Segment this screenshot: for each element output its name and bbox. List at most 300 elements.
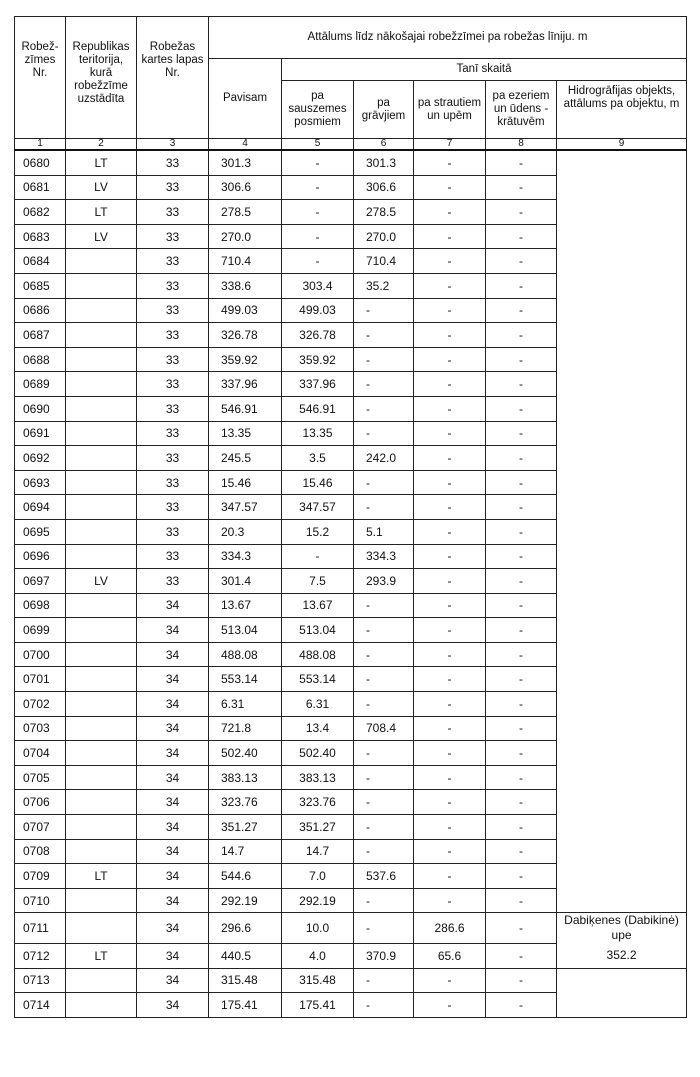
lake-distance-cell: -: [486, 993, 557, 1018]
marker-number-cell: 0680: [15, 150, 66, 175]
lake-distance-cell: -: [486, 913, 557, 944]
land-distance-cell: 499.03: [282, 298, 354, 323]
stream-distance-cell: -: [414, 372, 486, 397]
total-distance-cell: 175.41: [209, 993, 282, 1018]
map-sheet-cell: 33: [137, 249, 209, 274]
republic-cell: LT: [66, 864, 137, 889]
lake-distance-cell: -: [486, 249, 557, 274]
lake-distance-cell: -: [486, 544, 557, 569]
marker-number-cell: 0688: [15, 347, 66, 372]
total-distance-cell: 359.92: [209, 347, 282, 372]
ditch-distance-cell: -: [354, 839, 414, 864]
republic-cell: LV: [66, 175, 137, 200]
republic-cell: [66, 347, 137, 372]
marker-number-cell: 0697: [15, 569, 66, 594]
lake-distance-cell: -: [486, 372, 557, 397]
map-sheet-cell: 33: [137, 273, 209, 298]
table-row: [15, 943, 687, 968]
land-distance-cell: -: [282, 544, 354, 569]
land-distance-cell: 315.48: [282, 968, 354, 993]
lake-distance-cell: -: [486, 943, 557, 968]
map-sheet-cell: 33: [137, 519, 209, 544]
hydro-object-distance: 352.2: [557, 943, 687, 968]
land-distance-cell: 292.19: [282, 888, 354, 913]
map-sheet-cell: 33: [137, 446, 209, 471]
stream-distance-cell: -: [414, 864, 486, 889]
land-distance-cell: 513.04: [282, 618, 354, 643]
marker-number-cell: 0708: [15, 839, 66, 864]
column-number: 3: [137, 139, 209, 151]
lake-distance-cell: -: [486, 150, 557, 175]
table-row: [15, 968, 687, 993]
stream-distance-cell: -: [414, 618, 486, 643]
boundary-marker-document: [14, 16, 686, 1018]
republic-cell: LT: [66, 150, 137, 175]
map-sheet-cell: 33: [137, 495, 209, 520]
stream-distance-cell: -: [414, 273, 486, 298]
total-distance-cell: 245.5: [209, 446, 282, 471]
map-sheet-cell: 34: [137, 888, 209, 913]
stream-distance-cell: -: [414, 888, 486, 913]
lake-distance-cell: -: [486, 396, 557, 421]
republic-cell: [66, 495, 137, 520]
total-distance-cell: 292.19: [209, 888, 282, 913]
map-sheet-cell: 33: [137, 323, 209, 348]
total-distance-cell: 544.6: [209, 864, 282, 889]
stream-distance-cell: -: [414, 692, 486, 717]
land-distance-cell: 337.96: [282, 372, 354, 397]
column-number-row: [15, 139, 687, 151]
map-sheet-cell: 33: [137, 150, 209, 175]
map-sheet-cell: 33: [137, 421, 209, 446]
marker-number-cell: 0704: [15, 741, 66, 766]
lake-distance-cell: -: [486, 618, 557, 643]
ditch-distance-cell: -: [354, 667, 414, 692]
ditch-distance-cell: -: [354, 618, 414, 643]
lake-distance-cell: -: [486, 642, 557, 667]
ditch-distance-cell: -: [354, 692, 414, 717]
republic-cell: [66, 839, 137, 864]
marker-number-cell: 0698: [15, 593, 66, 618]
lake-distance-cell: -: [486, 495, 557, 520]
ditch-distance-cell: -: [354, 323, 414, 348]
land-distance-cell: 488.08: [282, 642, 354, 667]
lake-distance-cell: -: [486, 716, 557, 741]
lake-distance-cell: -: [486, 765, 557, 790]
marker-number-cell: 0712: [15, 943, 66, 968]
marker-number-cell: 0681: [15, 175, 66, 200]
land-distance-cell: 326.78: [282, 323, 354, 348]
column-number: 1: [15, 139, 66, 151]
republic-cell: [66, 888, 137, 913]
table-header: [15, 17, 687, 151]
marker-number-cell: 0711: [15, 913, 66, 944]
republic-cell: [66, 667, 137, 692]
header-land-sections: pa sauszemes posmiem: [282, 81, 354, 139]
lake-distance-cell: -: [486, 224, 557, 249]
ditch-distance-cell: 370.9: [354, 943, 414, 968]
stream-distance-cell: -: [414, 790, 486, 815]
map-sheet-cell: 34: [137, 790, 209, 815]
ditch-distance-cell: -: [354, 347, 414, 372]
table-body: [15, 150, 687, 1017]
header-marker-number: Robež-zīmes Nr.: [15, 17, 66, 139]
map-sheet-cell: 34: [137, 741, 209, 766]
land-distance-cell: 13.67: [282, 593, 354, 618]
stream-distance-cell: -: [414, 249, 486, 274]
header-total: Pavisam: [209, 59, 282, 139]
lake-distance-cell: -: [486, 446, 557, 471]
stream-distance-cell: -: [414, 993, 486, 1018]
republic-cell: [66, 741, 137, 766]
map-sheet-cell: 33: [137, 372, 209, 397]
lake-distance-cell: -: [486, 692, 557, 717]
total-distance-cell: 502.40: [209, 741, 282, 766]
lake-distance-cell: -: [486, 968, 557, 993]
lake-distance-cell: -: [486, 839, 557, 864]
total-distance-cell: 13.67: [209, 593, 282, 618]
ditch-distance-cell: 242.0: [354, 446, 414, 471]
republic-cell: [66, 519, 137, 544]
marker-number-cell: 0685: [15, 273, 66, 298]
stream-distance-cell: -: [414, 396, 486, 421]
map-sheet-cell: 34: [137, 692, 209, 717]
lake-distance-cell: -: [486, 273, 557, 298]
marker-number-cell: 0707: [15, 815, 66, 840]
marker-number-cell: 0689: [15, 372, 66, 397]
marker-number-cell: 0684: [15, 249, 66, 274]
ditch-distance-cell: -: [354, 790, 414, 815]
republic-cell: [66, 815, 137, 840]
ditch-distance-cell: 278.5: [354, 200, 414, 225]
total-distance-cell: 351.27: [209, 815, 282, 840]
republic-cell: [66, 968, 137, 993]
map-sheet-cell: 33: [137, 224, 209, 249]
stream-distance-cell: -: [414, 323, 486, 348]
total-distance-cell: 721.8: [209, 716, 282, 741]
republic-cell: [66, 544, 137, 569]
header-map-sheet-number: Robežas kartes lapas Nr.: [137, 17, 209, 139]
map-sheet-cell: 34: [137, 993, 209, 1018]
map-sheet-cell: 34: [137, 667, 209, 692]
republic-cell: [66, 323, 137, 348]
land-distance-cell: 4.0: [282, 943, 354, 968]
ditch-distance-cell: -: [354, 421, 414, 446]
marker-number-cell: 0703: [15, 716, 66, 741]
lake-distance-cell: -: [486, 421, 557, 446]
ditch-distance-cell: 5.1: [354, 519, 414, 544]
marker-number-cell: 0682: [15, 200, 66, 225]
lake-distance-cell: -: [486, 741, 557, 766]
column-number: 2: [66, 139, 137, 151]
lake-distance-cell: -: [486, 569, 557, 594]
stream-distance-cell: 65.6: [414, 943, 486, 968]
header-distance-group: Attālums līdz nākošajai robežzīmei pa robežas līniju. m: [209, 17, 687, 59]
stream-distance-cell: -: [414, 968, 486, 993]
header-ditches: pa grāvjiem: [354, 81, 414, 139]
land-distance-cell: 3.5: [282, 446, 354, 471]
stream-distance-cell: -: [414, 642, 486, 667]
republic-cell: [66, 993, 137, 1018]
lake-distance-cell: -: [486, 470, 557, 495]
ditch-distance-cell: 306.6: [354, 175, 414, 200]
map-sheet-cell: 33: [137, 396, 209, 421]
lake-distance-cell: -: [486, 323, 557, 348]
stream-distance-cell: -: [414, 667, 486, 692]
marker-number-cell: 0687: [15, 323, 66, 348]
column-number: 8: [486, 139, 557, 151]
stream-distance-cell: -: [414, 446, 486, 471]
stream-distance-cell: -: [414, 741, 486, 766]
ditch-distance-cell: -: [354, 495, 414, 520]
table-row: [15, 913, 687, 944]
column-number: 6: [354, 139, 414, 151]
marker-number-cell: 0713: [15, 968, 66, 993]
lake-distance-cell: -: [486, 519, 557, 544]
map-sheet-cell: 34: [137, 765, 209, 790]
ditch-distance-cell: 270.0: [354, 224, 414, 249]
land-distance-cell: 10.0: [282, 913, 354, 944]
land-distance-cell: -: [282, 200, 354, 225]
land-distance-cell: 7.0: [282, 864, 354, 889]
column-number: 4: [209, 139, 282, 151]
republic-cell: LT: [66, 200, 137, 225]
lake-distance-cell: -: [486, 200, 557, 225]
land-distance-cell: 359.92: [282, 347, 354, 372]
republic-cell: [66, 618, 137, 643]
total-distance-cell: 296.6: [209, 913, 282, 944]
total-distance-cell: 337.96: [209, 372, 282, 397]
land-distance-cell: 175.41: [282, 993, 354, 1018]
land-distance-cell: 383.13: [282, 765, 354, 790]
stream-distance-cell: -: [414, 839, 486, 864]
land-distance-cell: 6.31: [282, 692, 354, 717]
land-distance-cell: 502.40: [282, 741, 354, 766]
total-distance-cell: 14.7: [209, 839, 282, 864]
land-distance-cell: -: [282, 224, 354, 249]
ditch-distance-cell: -: [354, 765, 414, 790]
land-distance-cell: -: [282, 150, 354, 175]
lake-distance-cell: -: [486, 298, 557, 323]
land-distance-cell: 546.91: [282, 396, 354, 421]
land-distance-cell: 13.35: [282, 421, 354, 446]
stream-distance-cell: -: [414, 495, 486, 520]
map-sheet-cell: 33: [137, 470, 209, 495]
republic-cell: [66, 446, 137, 471]
total-distance-cell: 301.3: [209, 150, 282, 175]
lake-distance-cell: -: [486, 888, 557, 913]
marker-number-cell: 0693: [15, 470, 66, 495]
republic-cell: LV: [66, 569, 137, 594]
stream-distance-cell: -: [414, 224, 486, 249]
stream-distance-cell: -: [414, 519, 486, 544]
stream-distance-cell: -: [414, 765, 486, 790]
total-distance-cell: 553.14: [209, 667, 282, 692]
ditch-distance-cell: -: [354, 298, 414, 323]
total-distance-cell: 278.5: [209, 200, 282, 225]
land-distance-cell: 323.76: [282, 790, 354, 815]
ditch-distance-cell: 334.3: [354, 544, 414, 569]
republic-cell: [66, 273, 137, 298]
table-row: [15, 150, 687, 175]
marker-number-cell: 0714: [15, 993, 66, 1018]
lake-distance-cell: -: [486, 347, 557, 372]
ditch-distance-cell: -: [354, 396, 414, 421]
total-distance-cell: 338.6: [209, 273, 282, 298]
ditch-distance-cell: -: [354, 470, 414, 495]
ditch-distance-cell: -: [354, 913, 414, 944]
column-number: 7: [414, 139, 486, 151]
marker-number-cell: 0709: [15, 864, 66, 889]
map-sheet-cell: 34: [137, 913, 209, 944]
column-number: 5: [282, 139, 354, 151]
land-distance-cell: -: [282, 175, 354, 200]
total-distance-cell: 315.48: [209, 968, 282, 993]
ditch-distance-cell: 301.3: [354, 150, 414, 175]
marker-number-cell: 0690: [15, 396, 66, 421]
map-sheet-cell: 34: [137, 968, 209, 993]
header-lakes-reservoirs: pa ezeriem un ūdens - krātuvēm: [486, 81, 557, 139]
ditch-distance-cell: 708.4: [354, 716, 414, 741]
map-sheet-cell: 33: [137, 347, 209, 372]
land-distance-cell: 553.14: [282, 667, 354, 692]
hydro-object-name: Dabiķenes (Dabikinė) upe: [557, 913, 687, 944]
total-distance-cell: 334.3: [209, 544, 282, 569]
marker-number-cell: 0691: [15, 421, 66, 446]
lake-distance-cell: -: [486, 593, 557, 618]
stream-distance-cell: -: [414, 200, 486, 225]
map-sheet-cell: 33: [137, 175, 209, 200]
stream-distance-cell: -: [414, 347, 486, 372]
republic-cell: [66, 421, 137, 446]
marker-number-cell: 0683: [15, 224, 66, 249]
lake-distance-cell: -: [486, 667, 557, 692]
total-distance-cell: 15.46: [209, 470, 282, 495]
total-distance-cell: 6.31: [209, 692, 282, 717]
stream-distance-cell: -: [414, 421, 486, 446]
marker-number-cell: 0692: [15, 446, 66, 471]
land-distance-cell: 303.4: [282, 273, 354, 298]
ditch-distance-cell: -: [354, 642, 414, 667]
marker-number-cell: 0701: [15, 667, 66, 692]
ditch-distance-cell: -: [354, 593, 414, 618]
total-distance-cell: 499.03: [209, 298, 282, 323]
marker-number-cell: 0706: [15, 790, 66, 815]
stream-distance-cell: -: [414, 470, 486, 495]
lake-distance-cell: -: [486, 864, 557, 889]
hydro-empty-cell: [557, 968, 687, 1017]
ditch-distance-cell: -: [354, 993, 414, 1018]
stream-distance-cell: 286.6: [414, 913, 486, 944]
stream-distance-cell: -: [414, 815, 486, 840]
column-number: 9: [557, 139, 687, 151]
total-distance-cell: 306.6: [209, 175, 282, 200]
land-distance-cell: 351.27: [282, 815, 354, 840]
republic-cell: [66, 642, 137, 667]
marker-number-cell: 0686: [15, 298, 66, 323]
map-sheet-cell: 34: [137, 593, 209, 618]
total-distance-cell: 347.57: [209, 495, 282, 520]
republic-cell: LV: [66, 224, 137, 249]
total-distance-cell: 270.0: [209, 224, 282, 249]
land-distance-cell: 15.2: [282, 519, 354, 544]
stream-distance-cell: -: [414, 175, 486, 200]
land-distance-cell: 15.46: [282, 470, 354, 495]
map-sheet-cell: 34: [137, 943, 209, 968]
republic-cell: LT: [66, 943, 137, 968]
lake-distance-cell: -: [486, 790, 557, 815]
marker-number-cell: 0700: [15, 642, 66, 667]
stream-distance-cell: -: [414, 569, 486, 594]
republic-cell: [66, 716, 137, 741]
republic-cell: [66, 396, 137, 421]
ditch-distance-cell: -: [354, 815, 414, 840]
stream-distance-cell: -: [414, 593, 486, 618]
lake-distance-cell: -: [486, 175, 557, 200]
republic-cell: [66, 593, 137, 618]
republic-cell: [66, 470, 137, 495]
map-sheet-cell: 33: [137, 569, 209, 594]
total-distance-cell: 710.4: [209, 249, 282, 274]
marker-number-cell: 0695: [15, 519, 66, 544]
total-distance-cell: 323.76: [209, 790, 282, 815]
marker-number-cell: 0696: [15, 544, 66, 569]
stream-distance-cell: -: [414, 544, 486, 569]
republic-cell: [66, 913, 137, 944]
map-sheet-cell: 34: [137, 716, 209, 741]
map-sheet-cell: 34: [137, 839, 209, 864]
ditch-distance-cell: -: [354, 968, 414, 993]
stream-distance-cell: -: [414, 298, 486, 323]
map-sheet-cell: 34: [137, 815, 209, 840]
map-sheet-cell: 33: [137, 200, 209, 225]
total-distance-cell: 546.91: [209, 396, 282, 421]
total-distance-cell: 383.13: [209, 765, 282, 790]
map-sheet-cell: 33: [137, 544, 209, 569]
map-sheet-cell: 34: [137, 642, 209, 667]
stream-distance-cell: -: [414, 150, 486, 175]
ditch-distance-cell: 293.9: [354, 569, 414, 594]
stream-distance-cell: -: [414, 716, 486, 741]
marker-number-cell: 0705: [15, 765, 66, 790]
ditch-distance-cell: -: [354, 741, 414, 766]
republic-cell: [66, 692, 137, 717]
header-republic-territory: Republikas teritorija, kurā robežzīme uzstādīta: [66, 17, 137, 139]
ditch-distance-cell: -: [354, 888, 414, 913]
boundary-markers-table: [14, 16, 687, 1018]
land-distance-cell: 13.4: [282, 716, 354, 741]
total-distance-cell: 301.4: [209, 569, 282, 594]
total-distance-cell: 440.5: [209, 943, 282, 968]
ditch-distance-cell: -: [354, 372, 414, 397]
total-distance-cell: 326.78: [209, 323, 282, 348]
lake-distance-cell: -: [486, 815, 557, 840]
land-distance-cell: 14.7: [282, 839, 354, 864]
marker-number-cell: 0702: [15, 692, 66, 717]
map-sheet-cell: 33: [137, 298, 209, 323]
ditch-distance-cell: 710.4: [354, 249, 414, 274]
ditch-distance-cell: 35.2: [354, 273, 414, 298]
header-including: Tanī skaitā: [282, 59, 687, 81]
map-sheet-cell: 34: [137, 864, 209, 889]
land-distance-cell: 347.57: [282, 495, 354, 520]
land-distance-cell: -: [282, 249, 354, 274]
map-sheet-cell: 34: [137, 618, 209, 643]
marker-number-cell: 0699: [15, 618, 66, 643]
header-streams-rivers: pa strautiem un upēm: [414, 81, 486, 139]
republic-cell: [66, 790, 137, 815]
marker-number-cell: 0694: [15, 495, 66, 520]
